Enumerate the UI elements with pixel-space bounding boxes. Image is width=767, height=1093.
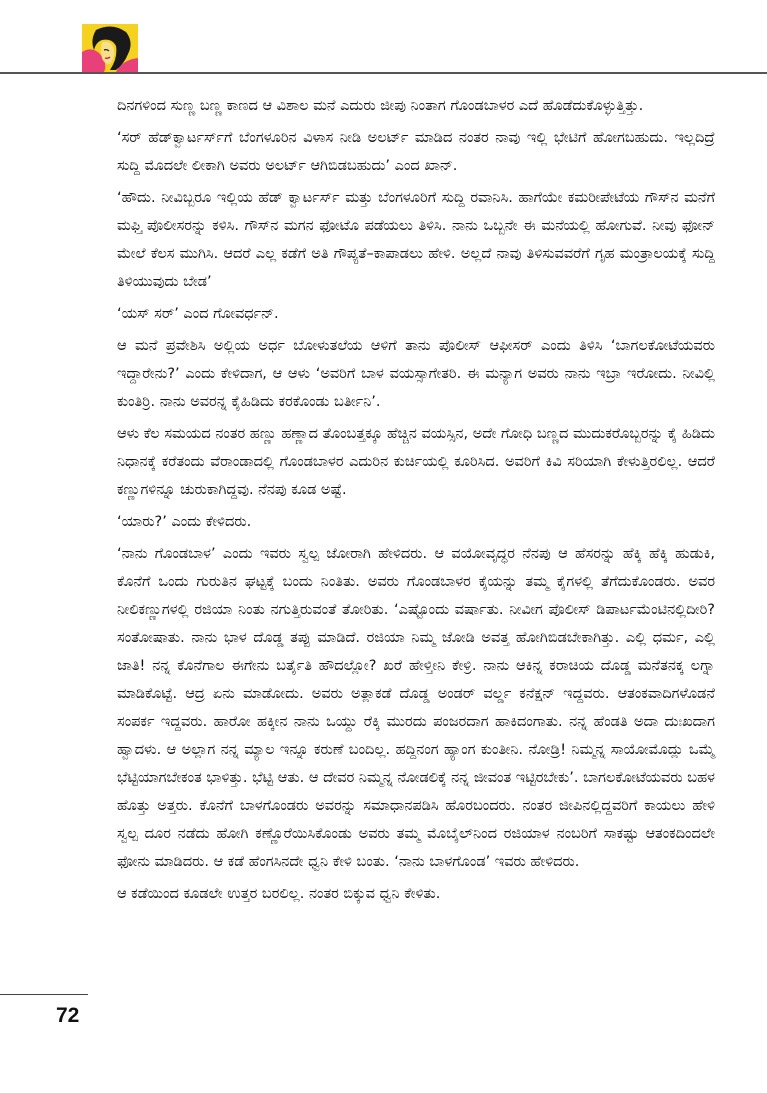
- woman-portrait-logo-icon: [82, 24, 138, 72]
- paragraph: ‘ಸರ್ ಹೆಡ್‌ಕ್ವಾರ್ಟರ್ಸ್‌ಗೆ ಬೆಂಗಳೂರಿನ ವಿಳಾಸ ನೀಡಿ ಅಲರ್ಟ್ ಮಾಡಿದ ನಂತರ ನಾವು ಇಲ್ಲಿ ಭೇಟಿಗೆ ಹೋಗಬಹುದು. ಇಲ್ಲದಿದ್ರೆ ಸುದ್ದಿ ಮೊದಲೇ ಲೀಕಾಗಿ ಅವರು ಅಲರ್ಟ್ ಆಗಿಬಿಡಬಹುದು’ ಎಂದ ಖಾನ್.: [117, 130, 715, 174]
- paragraph: ಆಳು ಕೆಲ ಸಮಯದ ನಂತರ ಹಣ್ಣು ಹಣ್ಣಾದ ತೊಂಬತ್ತಕ್ಕೂ ಹೆಚ್ಚಿನ ವಯಸ್ಸಿನ, ಅದೇ ಗೋಧಿ ಬಣ್ಣದ ಮುದುಕರೊಬ್ಬರನ್ನು ಕೈ ಹಿಡಿದು ನಿಧಾನಕ್ಕೆ ಕರೆತಂದು ವೆರಾಂಡಾದಲ್ಲಿ ಗೊಂಡಬಾಳರ ಎದುರಿನ ಕುರ್ಚಿಯಲ್ಲಿ ಕೂರಿಸಿದ. ಅವರಿಗೆ ಕಿವಿ ಸರಿಯಾಗಿ ಕೇಳುತ್ತಿರಲಿಲ್ಲ. ಆದರೆ ಕಣ್ಣುಗಳಿನ್ನೂ ಚುರುಕಾಗಿದ್ದವು. ನೆನಪು ಕೂಡ ಅಷ್ಟೆ.: [117, 426, 715, 498]
- paragraph: ‘ನಾನು ಗೊಂಡಬಾಳ’ ಎಂದು ಇವರು ಸ್ವಲ್ಪ ಜೋರಾಗಿ ಹೇಳಿದರು. ಆ ವಯೋವೃದ್ಧರ ನೆನಪು ಆ ಹೆಸರನ್ನು ಹೆಕ್ಕಿ ಹೆಕ್ಕಿ ಹುಡುಕಿ, ಕೊನೆಗೆ ಒಂದು ಗುರುತಿನ ಘಟ್ಟಕ್ಕೆ ಬಂದು ನಿಂತಿತು. ಅವರು ಗೊಂಡಬಾಳರ ಕೈಯನ್ನು ತಮ್ಮ ಕೈಗಳಲ್ಲಿ ತೆಗೆದುಕೊಂಡರು. ಅವರ ನೀಲಿಕಣ್ಣುಗಳಲ್ಲಿ ರಜಿಯಾ ನಿಂತು ನಗುತ್ತಿರುವಂತೆ ತೋರಿತು. ‘ಎಷ್ಟೊಂದು ವರ್ಷಾತು. ನೀವೀಗ ಪೊಲೀಸ್ ಡಿಪಾರ್ಟಮೆಂಟಿನಲ್ಲಿದೀರಿ? ಸಂತೋಷಾತು. ನಾನು ಭಾಳ ದೊಡ್ಡ ತಪ್ಪು ಮಾಡಿದೆ. ರಜಿಯಾ ನಿಮ್ಮ ಜೋಡಿ ಅವತ್ತ ಹೋಗಿಬಿಡಬೇಕಾಗಿತ್ತು. ಎಲ್ಲಿ ಧರ್ಮ, ಎಲ್ಲಿ ಜಾತಿ! ನನ್ನ ಕೊನೆಗಾಲ ಈಗೇನು ಬರ್ತೈತಿ ಹೌದಲ್ಲೋ? ಖರೆ ಹೇಳ್ತೀನಿ ಕೇಳ್ರಿ. ನಾನು ಆಕಿನ್ನ ಕರಾಚಿಯ ದೊಡ್ಡ ಮನೆತನಕ್ಕ ಲಗ್ನಾ ಮಾಡಿಕೊಟ್ಟೆ. ಆದ್ರ ಏನು ಮಾಡೋದು. ಅವರು ಅತ್ಲಾಕಡೆ ದೊಡ್ಡ ಅಂಡರ್ ವರ್ಲ್ಡ ಕನೆಕ್ಷನ್ ಇದ್ದವರು. ಆತಂಕವಾದಿಗಳೊಡನೆ ಸಂಪರ್ಕ ಇದ್ದವರು. ಹಾರೋ ಹಕ್ಕೀನ ನಾನು ಒಯ್ದು ರೆಕ್ಕಿ ಮುರದು ಪಂಜರದಾಗ ಹಾಕಿದಂಗಾತು. ನನ್ನ ಹೆಂಡತಿ ಅದಾ ದುಃಖದಾಗ ಹ್ವಾದಳು. ಆ ಅಲ್ಲಾಗ ನನ್ನ ಮ್ಯಾಲ ಇನ್ನೂ ಕರುಣೆ ಬಂದಿಲ್ಲ. ಹದ್ದಿನಂಗ ಹ್ಯಾಂಗ ಕುಂತೀನಿ. ನೋಡ್ರಿ! ನಿಮ್ಮನ್ನ ಸಾಯೋಮೊದ್ಲು ಒಮ್ಮೆ ಭೆಟ್ಟಿಯಾಗಬೇಕಂತ ಭಾಳಿತ್ತು. ಭೆಟ್ಟಿ ಆತು. ಆ ದೇವರ ನಿಮ್ಮನ್ನ ನೋಡಲಿಕ್ಕೆ ನನ್ನ ಜೀವಂತ ಇಟ್ಟಿರಬೇಕು’. ಬಾಗಲಕೋಟೆಯವರು ಬಹಳ ಹೊತ್ತು ಅತ್ತರು. ಕೊನೆಗೆ ಬಾಳಗೊಂಡರು ಅವರನ್ನು ಸಮಾಧಾನಪಡಿಸಿ ಹೊರಬಂದರು. ನಂತರ ಜೀಪಿನಲ್ಲಿದ್ದವರಿಗೆ ಕಾಯಲು ಹೇಳಿ ಸ್ವಲ್ಪ ದೂರ ನಡೆದು ಹೋಗಿ ಕಣ್ಣೊರೆಯಿಸಿಕೊಂಡು ಅವರು ತಮ್ಮ ಮೊಬೈಲ್‌ನಿಂದ ರಜಿಯಾಳ ನಂಬರಿಗೆ ಸಾಕಷ್ಟು ಆತಂಕದಿಂದಲೇ ಫೋನು ಮಾಡಿದರು. ಆ ಕಡೆ ಹೆಂಗಸಿನದೇ ಧ್ವನಿ ಕೇಳಿ ಬಂತು. ‘ನಾನು ಬಾಳಗೊಂಡ’ ಇವರು ಹೇಳಿದರು.: [117, 546, 715, 870]
- paragraph: ‘ಯಾರು?’ ಎಂದು ಕೇಳಿದರು.: [117, 514, 252, 530]
- page-number: 72: [56, 1004, 80, 1027]
- page-body: [117, 92, 715, 908]
- footer-divider: [0, 994, 88, 995]
- paragraph: ‘ಯಸ್ ಸರ್’ ಎಂದ ಗೋವರ್ಧನ್.: [117, 306, 279, 322]
- paragraph: ದಿನಗಳಿಂದ ಸುಣ್ಣ ಬಣ್ಣ ಕಾಣದ ಆ ವಿಶಾಲ ಮನೆ ಎದುರು ಜೀಪು ನಿಂತಾಗ ಗೊಂಡಬಾಳರ ಎದೆ ಹೊಡೆದುಕೊಳ್ಳುತ್ತಿತ್ತು.: [117, 98, 644, 114]
- paragraph: ಆ ಕಡೆಯಿಂದ ಕೂಡಲೇ ಉತ್ತರ ಬರಲಿಲ್ಲ. ನಂತರ ಬಿಕ್ಕುವ ಧ್ವನಿ ಕೇಳಿತು.: [117, 886, 441, 902]
- header-divider: [0, 72, 767, 74]
- paragraph: ‘ಹೌದು. ನೀವಿಬ್ಬರೂ ಇಲ್ಲಿಯ ಹೆಡ್ ಕ್ವಾರ್ಟರ್ಸ್ ಮತ್ತು ಬೆಂಗಳೂರಿಗೆ ಸುದ್ದಿ ರವಾನಿಸಿ. ಹಾಗೆಯೇ ಕಮರೀಪೇಟೆಯ ಗೌಸ್‌ನ ಮನೆಗೆ ಮಫ್ತಿ ಪೊಲೀಸರನ್ನು ಕಳಿಸಿ. ಗೌಸ್‌ನ ಮಗನ ಫೋಟೊ ಪಡೆಯಲು ತಿಳಿಸಿ. ನಾನು ಒಬ್ಬನೇ ಈ ಮನೆಯಲ್ಲಿ ಹೋಗುವೆ. ನೀವು ಫೋನ್ ಮೇಲೆ ಕೆಲಸ ಮುಗಿಸಿ. ಆದರೆ ಎಲ್ಲ ಕಡೆಗೆ ಅತಿ ಗೌಪ್ಯತೆ–ಕಾಪಾಡಲು ಹೇಳಿ. ಅಲ್ಲದೆ ನಾವು ತಿಳಿಸುವವರೆಗೆ ಗೃಹ ಮಂತ್ರಾಲಯಕ್ಕೆ ಸುದ್ದಿ ತಿಳಿಯುವುದು ಬೇಡ’: [117, 190, 715, 290]
- paragraph: ಆ ಮನೆ ಪ್ರವೇಶಿಸಿ ಅಲ್ಲಿಯ ಅರ್ಧ ಬೋಳುತಲೆಯ ಆಳಿಗೆ ತಾನು ಪೊಲೀಸ್ ಆಫೀಸರ್ ಎಂದು ತಿಳಿಸಿ ‘ಬಾಗಲಕೋಟೆಯವರು ಇದ್ದಾರೇನು?’ ಎಂದು ಕೇಳಿದಾಗ, ಆ ಆಳು ‘ಅವರಿಗೆ ಬಾಳ ವಯಸ್ಸಾಗೇತರಿ. ಈ ಮನ್ಯಾಗ ಅವರು ನಾನು ಇಬ್ರಾ ಇರೋದು. ನೀವಿಲ್ಲಿ ಕುಂತಿರ್ರಿ. ನಾನು ಅವರನ್ನ ಕೈಹಿಡಿದು ಕರಕೊಂಡು ಬರ್ತೀನಿ’.: [117, 338, 715, 410]
